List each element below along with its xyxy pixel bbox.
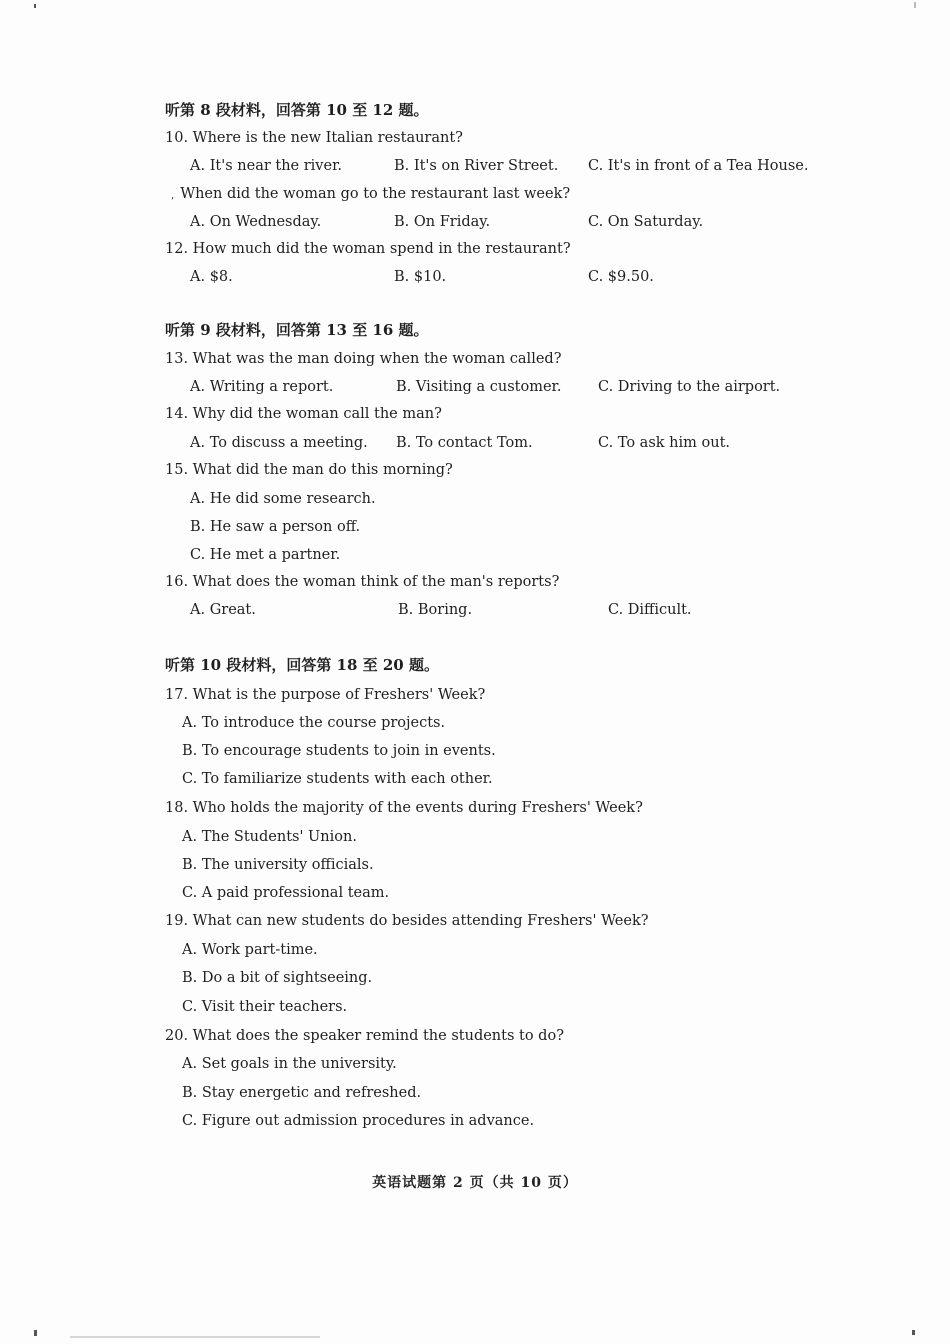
q19-option-b: B. Do a bit of sightseeing. [182, 970, 373, 986]
q20-option-c: C. Figure out admission procedures in advance. [182, 1113, 535, 1129]
question-14: 14. Why did the woman call the man? [165, 406, 442, 422]
q18-option-b: B. The university officials. [182, 857, 374, 873]
q16-option-c: C. Difficult. [608, 602, 692, 618]
scan-speck [34, 4, 36, 8]
question-11-text: When did the woman go to the restaurant last week? [180, 186, 571, 202]
q12-option-a: A. $8. [190, 269, 233, 285]
q11-option-c: C. On Saturday. [588, 214, 704, 230]
q14-option-a: A. To discuss a meeting. [190, 435, 368, 451]
q12-option-b: B. $10. [394, 269, 447, 285]
section-header: 听第 9 段材料，回答第 13 至 16 题。 [165, 321, 429, 339]
q16-option-b: B. Boring. [398, 602, 473, 618]
q15-option-c: C. He met a partner. [190, 547, 341, 563]
scan-speck [914, 2, 916, 8]
q20-option-a: A. Set goals in the university. [182, 1056, 397, 1072]
q14-option-b: B. To contact Tom. [396, 435, 533, 451]
q15-option-a: A. He did some research. [190, 491, 376, 507]
q10-option-b: B. It's on River Street. [394, 158, 559, 174]
question-12: 12. How much did the woman spend in the restaurant? [165, 241, 571, 257]
question-17: 17. What is the purpose of Freshers' Week? [165, 687, 486, 703]
section-header: 听第 10 段材料，回答第 18 至 20 题。 [165, 656, 439, 674]
q18-option-c: C. A paid professional team. [182, 885, 390, 901]
scan-speck [912, 1330, 915, 1335]
q17-option-a: A. To introduce the course projects. [182, 715, 446, 731]
q14-option-c: C. To ask him out. [598, 435, 731, 451]
q10-option-c: C. It's in front of a Tea House. [588, 158, 809, 174]
section-header: 听第 8 段材料，回答第 10 至 12 题。 [165, 101, 429, 119]
q13-option-a: A. Writing a report. [190, 379, 334, 395]
question-16: 16. What does the woman think of the man's reports? [165, 574, 560, 590]
q20-option-b: B. Stay energetic and refreshed. [182, 1085, 422, 1101]
question-10: 10. Where is the new Italian restaurant? [165, 130, 463, 146]
scan-edge [70, 1336, 320, 1338]
question-18: 18. Who holds the majority of the events during Freshers' Week? [165, 800, 643, 816]
q17-option-b: B. To encourage students to join in events. [182, 743, 496, 759]
page-footer: 英语试题第 2 页（共 10 页） [372, 1175, 578, 1191]
q18-option-a: A. The Students' Union. [182, 829, 357, 845]
question-15: 15. What did the man do this morning? [165, 462, 453, 478]
q11-option-a: A. On Wednesday. [190, 214, 322, 230]
q17-option-c: C. To familiarize students with each other. [182, 771, 493, 787]
q16-option-a: A. Great. [190, 602, 256, 618]
scan-mark: ‚ [171, 190, 175, 201]
q15-option-b: B. He saw a person off. [190, 519, 361, 535]
question-13: 13. What was the man doing when the woman called? [165, 351, 562, 367]
q10-option-a: A. It's near the river. [190, 158, 343, 174]
question-11 [171, 185, 571, 205]
scan-speck [34, 1330, 37, 1336]
q13-option-c: C. Driving to the airport. [598, 379, 781, 395]
q12-option-c: C. $9.50. [588, 269, 654, 285]
question-20: 20. What does the speaker remind the students to do? [165, 1028, 564, 1044]
q13-option-b: B. Visiting a customer. [396, 379, 562, 395]
q19-option-a: A. Work part-time. [182, 942, 318, 958]
question-19: 19. What can new students do besides attending Freshers' Week? [165, 913, 649, 929]
q11-option-b: B. On Friday. [394, 214, 491, 230]
q19-option-c: C. Visit their teachers. [182, 999, 348, 1015]
